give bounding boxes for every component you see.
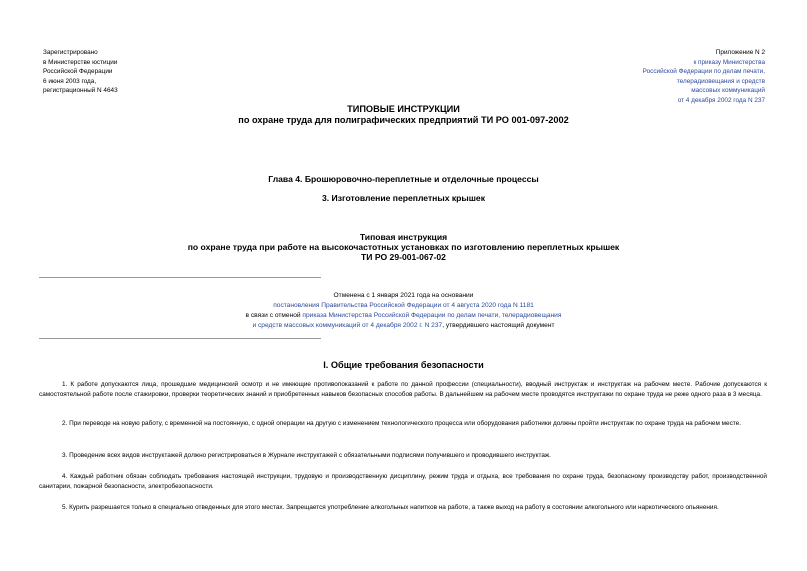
appendix-order-link[interactable]: телерадиовещания и средств <box>676 77 765 85</box>
appendix-order-link[interactable]: Российской Федерации по делам печати, <box>642 68 765 76</box>
cancellation-line <box>0 311 807 321</box>
registration-line: Зарегистрировано <box>43 49 98 56</box>
appendix-order-link[interactable]: массовых коммуникаций <box>691 87 765 95</box>
government-decree-link[interactable]: постановления Правительства Российской Федерации от 4 августа 2020 года N 1181 <box>273 302 534 309</box>
paragraph: 5. Курить разрешается только в специально отведенных для этого местах. Запрещается употребление алкогольных напитков на работе, а также выход на работу в состоянии алкогольного или наркотического опьянения. <box>62 504 719 511</box>
document-title: ТИПОВЫЕ ИНСТРУКЦИИ <box>347 104 460 114</box>
paragraph: 1. К работе допускаются лица, прошедшие медицинский осмотр и не имеющие противопоказаний к работе по данной профессии (специальности), вводный инструктаж и инструктаж на рабочем месте. Рабочие допускаются к самостоятельной работе после стажировки, проверки теоретических знаний и приобретенных навыков безопасных способов работы. В дальнейшем на рабочем месте проводятся инструктажи по охране труда не реже одного раза в 3 месяца. <box>39 381 767 398</box>
order-link[interactable]: и средств массовых коммуникаций от 4 декабря 2002 г. N 237 <box>252 322 443 329</box>
section-heading: 3. Изготовление переплетных крышек <box>321 193 486 203</box>
paragraph: 3. Проведение всех видов инструктажей должно регистрироваться в Журнале инструктажей с обязательными подписями получившего и проводившего инструктаж. <box>62 452 551 459</box>
registration-line: Российской Федерации <box>43 68 113 76</box>
paragraph: 4. Каждый работник обязан соблюдать требования настоящей инструкции, трудовую и производственную дисциплину, режим труда и отдыха, все требования по охране труда, безопасному производству работ, производственной санитарии, пожарной безопасности, электробезопасности. <box>39 473 767 490</box>
registration-note <box>43 48 118 96</box>
appendix-order-link[interactable]: к приказу Министерства <box>693 58 765 66</box>
cancellation-line <box>0 301 807 311</box>
divider <box>39 338 321 339</box>
registration-line: 6 июня 2003 года, <box>43 77 97 85</box>
divider <box>39 277 321 278</box>
general-requirements-heading: I. Общие требования безопасности <box>323 360 484 370</box>
registration-line: в Министерстве юстиции <box>43 58 118 66</box>
appendix-order-link[interactable]: от 4 декабря 2002 года N 237 <box>677 96 765 104</box>
chapter-heading: Глава 4. Брошюровочно-переплетные и отделочные процессы <box>268 174 539 184</box>
instruction-code: ТИ РО 29-001-067-02 <box>361 252 446 262</box>
appendix-note <box>643 48 765 106</box>
document-subtitle: по охране труда для полиграфических предприятий ТИ РО 001-097-2002 <box>238 115 569 125</box>
cancellation-text: , утвердившего настоящий документ <box>442 322 555 329</box>
instruction-subtitle: по охране труда при работе на высокочастотных установках по изготовлению переплетных крышек <box>187 242 620 252</box>
cancellation-text: в связи с отменой <box>245 312 303 319</box>
paragraph: 2. При переводе на новую работу, с временной на постоянную, с одной операции на другую с изменением технологического процесса или оборудования работники должны пройти инструктаж по охране труда на рабочем месте. <box>62 420 741 427</box>
cancellation-line <box>0 321 807 331</box>
registration-line: регистрационный N 4643 <box>43 87 118 95</box>
appendix-title: Приложение N 2 <box>715 49 765 56</box>
order-link[interactable]: приказа Министерства Российской Федерации по делам печати, телерадиовещания <box>302 312 562 319</box>
cancellation-line: Отменена с 1 января 2021 года на основании <box>333 292 474 299</box>
instruction-title: Типовая инструкция <box>359 232 448 242</box>
